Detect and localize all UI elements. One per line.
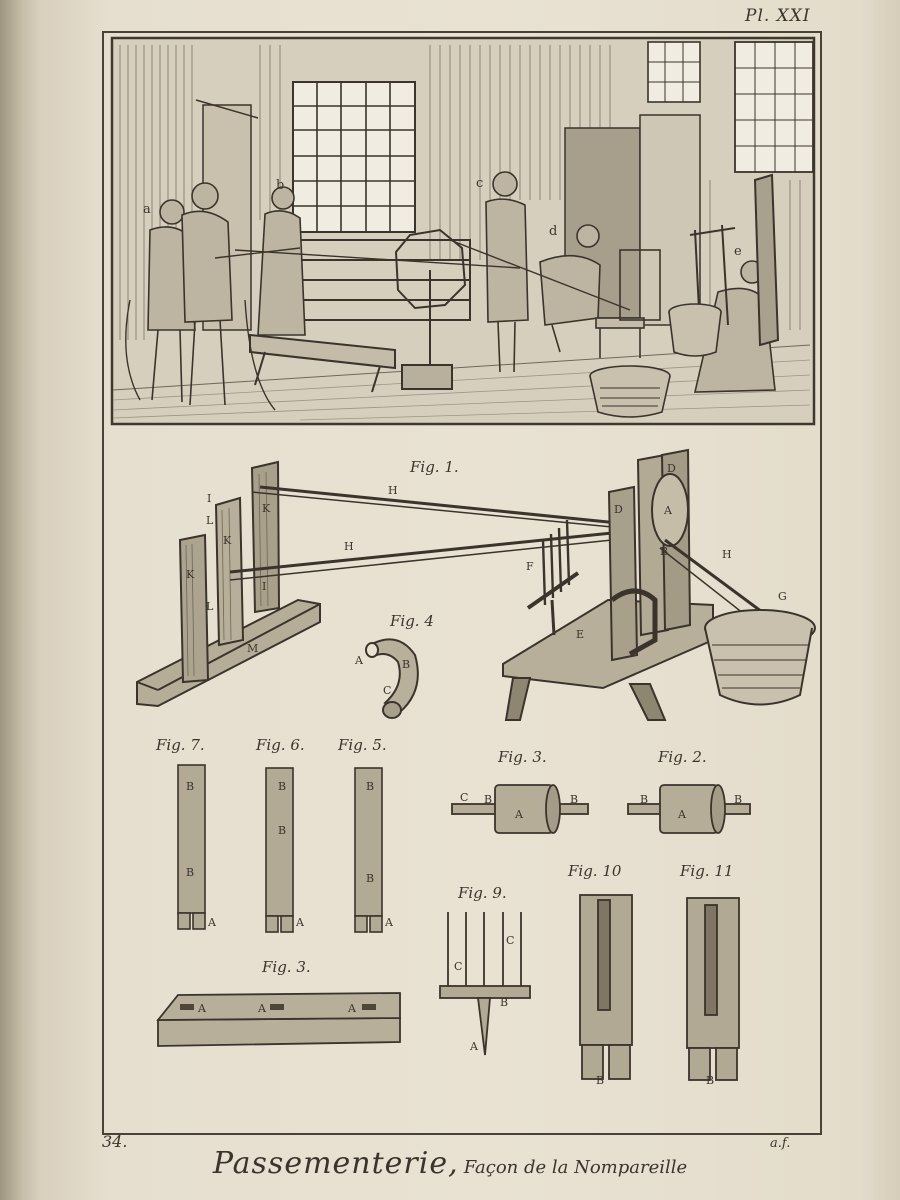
fig1-letter: B	[660, 545, 669, 558]
plate-number: Pl. XXI	[745, 6, 811, 26]
fig-label-3-board: Fig. 3.	[262, 958, 311, 976]
plate-caption	[0, 1146, 900, 1181]
fig5-letter: B	[366, 780, 375, 793]
fig3a-letter: B	[484, 793, 493, 806]
fig1-letter: K	[223, 534, 232, 547]
fig1-letter: L	[206, 600, 214, 613]
fig1-letter: I	[262, 580, 267, 593]
fig5-letter: A	[385, 916, 393, 929]
fig2-letter: B	[734, 793, 743, 806]
fig7-letter: B	[186, 866, 195, 879]
fig3b-letter: A	[258, 1002, 266, 1015]
spools-drawing	[452, 785, 750, 833]
fig4-letter: B	[402, 658, 411, 671]
fig1-letter: M	[247, 642, 259, 655]
scene-letter-d: d	[549, 224, 558, 239]
fig3a-letter: A	[515, 808, 523, 821]
scene-letter-e: e	[734, 244, 742, 259]
fig7-letter: A	[208, 916, 216, 929]
fig1-drawing	[137, 450, 815, 720]
fig2-letter: B	[640, 793, 649, 806]
fig-label-2: Fig. 2.	[658, 748, 707, 766]
fig-label-3-spool: Fig. 3.	[498, 748, 547, 766]
fig1-letter: D	[667, 462, 676, 475]
fig4-letter: C	[383, 684, 392, 697]
scene-letter-b: b	[276, 178, 285, 193]
fig9-letter: C	[506, 934, 515, 947]
fig1-letter: L	[206, 514, 214, 527]
caption-main: Passementerie,	[212, 1146, 459, 1181]
fig1-letter: G	[778, 590, 787, 603]
fig10-letter: B	[596, 1074, 605, 1087]
fig9-drawing	[440, 912, 530, 1055]
fig3b-letter: A	[348, 1002, 356, 1015]
fig4-drawing	[366, 639, 418, 718]
fig6-letter: B	[278, 824, 287, 837]
page-number: 34.	[102, 1132, 128, 1151]
caption-sub: Façon de la Nompareille	[463, 1157, 688, 1178]
fig9-letter: C	[454, 960, 463, 973]
fig1-letter: K	[262, 502, 271, 515]
board-drawing	[158, 993, 400, 1046]
fig5-letter: B	[366, 872, 375, 885]
fig6-letter: A	[296, 916, 304, 929]
fig4-letter: A	[355, 654, 363, 667]
fig1-letter: D	[614, 503, 623, 516]
fig7-letter: B	[186, 780, 195, 793]
fig3a-letter: C	[460, 791, 469, 804]
fig3a-letter: B	[570, 793, 579, 806]
fig1-letter: H	[344, 540, 354, 553]
fig11-letter: B	[706, 1074, 715, 1087]
fig9-letter: A	[470, 1040, 478, 1053]
fig9-letter: B	[500, 996, 509, 1009]
scene-letter-a: a	[143, 202, 151, 217]
engraver-mark: a.f.	[770, 1136, 791, 1151]
fig-label-7: Fig. 7.	[156, 736, 205, 754]
fig-label-6: Fig. 6.	[256, 736, 305, 754]
fig6-letter: B	[278, 780, 287, 793]
fig-label-5: Fig. 5.	[338, 736, 387, 754]
scene-letter-c: c	[476, 176, 484, 191]
fig1-letter: I	[207, 492, 212, 505]
fig-label-10: Fig. 10	[568, 862, 622, 880]
fig-label-4: Fig. 4	[390, 612, 434, 630]
fig1-letter: E	[576, 628, 585, 641]
fig2-letter: A	[678, 808, 686, 821]
fig1-letter: A	[664, 504, 672, 517]
fig-label-1: Fig. 1.	[410, 458, 459, 476]
fig1011-drawing	[580, 895, 739, 1080]
fig1-letter: F	[526, 560, 534, 573]
fig3b-letter: A	[198, 1002, 206, 1015]
fig-label-11: Fig. 11	[680, 862, 734, 880]
fig-label-9: Fig. 9.	[458, 884, 507, 902]
fig1-letter: K	[186, 568, 195, 581]
fig1-letter: H	[722, 548, 732, 561]
fig1-letter: H	[388, 484, 398, 497]
